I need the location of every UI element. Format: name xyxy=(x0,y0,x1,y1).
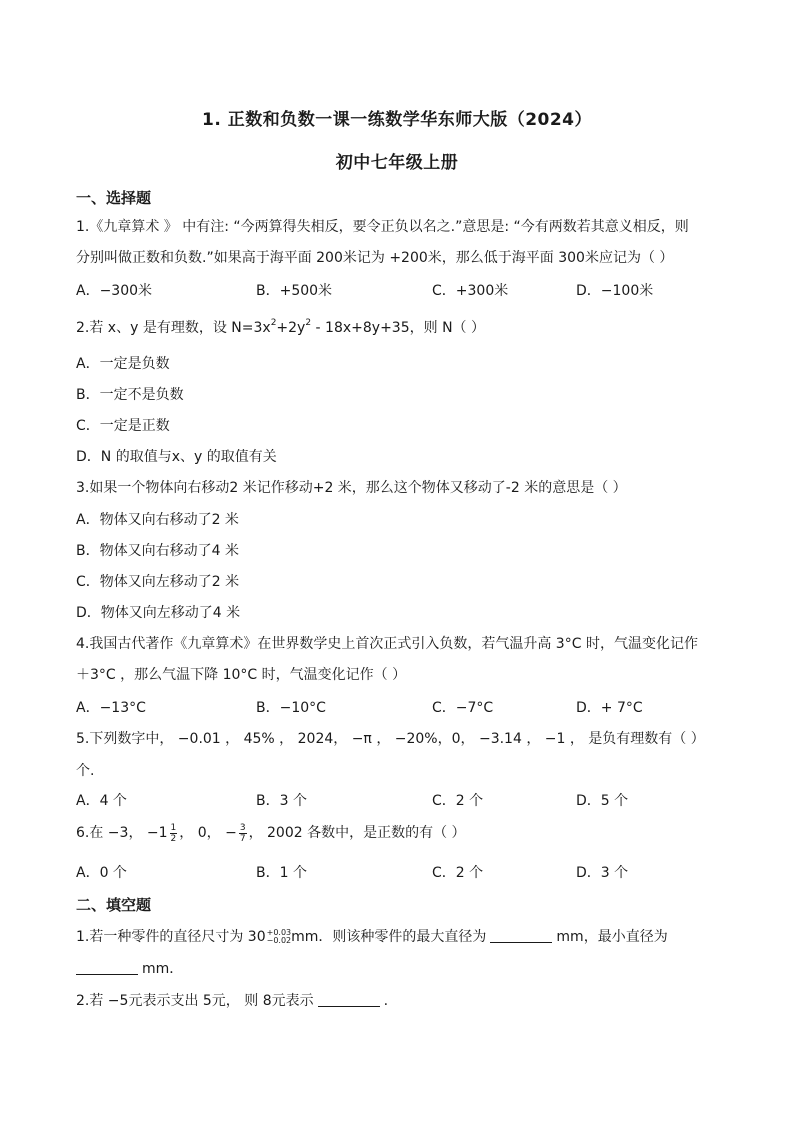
tolerance-lower: −0.02 xyxy=(266,936,292,945)
fraction-1-denominator: 2 xyxy=(170,833,177,844)
question-3-stem: 3.如果一个物体向右移动2 米记作移动+2 米，那么这个物体又移动了-2 米的意思是（ ） xyxy=(76,480,627,496)
question-3-option-b: B．物体又向右移动了4 米 xyxy=(76,543,239,559)
fraction-one-half xyxy=(170,823,178,844)
fill-question-1-part-b: mm．则该种零件的最大直径为 xyxy=(291,929,487,945)
fill-question-2-part-a: 2.若 −5元表示支出 5元， 则 8元表示 xyxy=(76,993,314,1009)
question-4-option-a: A．−13°C xyxy=(76,700,146,716)
fill-question-1-part-c: mm，最小直径为 xyxy=(556,929,668,945)
fill-question-1-part-a: 1.若一种零件的直径尺寸为 30 xyxy=(76,929,266,945)
question-5-option-c: C．2 个 xyxy=(432,793,484,809)
question-3-option-c: C．物体又向左移动了2 米 xyxy=(76,574,240,590)
question-2-stem-part-a: 2.若 x、y 是有理数，设 N=3x xyxy=(76,320,271,336)
section-heading-choice: 一、选择题 xyxy=(76,189,152,207)
question-5-option-d: D．5 个 xyxy=(576,793,629,809)
tolerance-notation xyxy=(267,929,292,945)
fraction-1-numerator: 1 xyxy=(170,822,177,833)
question-5-option-a: A．4 个 xyxy=(76,793,127,809)
question-6-stem-part-c: ， 2002 各数中，是正数的有（ ） xyxy=(248,825,466,841)
question-2-option-d: D．N 的取值与x、y 的取值有关 xyxy=(76,449,277,465)
question-4-option-b: B．−10°C xyxy=(256,700,326,716)
question-2-stem xyxy=(76,317,485,337)
question-1-option-b: B．+500米 xyxy=(256,283,333,299)
question-5-line-1: 5.下列数字中， −0.01 ， 45% ， 2024， −π ， −20%，0， −3.14 ， −1 ， 是负有理数有（ ） xyxy=(76,731,705,747)
fill-question-1-unit: mm． xyxy=(142,961,184,977)
question-6-option-d: D．3 个 xyxy=(576,865,629,881)
question-2-option-c: C．一定是正数 xyxy=(76,418,170,434)
fill-question-1-line-1 xyxy=(76,926,668,946)
question-1-line-1: 1.《九章算术 》 中有注: “今两算得失相反，要令正负以名之.”意思是: “今有两数若其意义相反，则 xyxy=(76,219,689,235)
fraction-2-numerator: 3 xyxy=(239,822,246,833)
question-3-option-a: A．物体又向右移动了2 米 xyxy=(76,512,239,528)
question-6-stem-part-a: 6.在 −3， −1 xyxy=(76,825,168,841)
question-1-option-a: A．−300米 xyxy=(76,283,153,299)
question-1-option-d: D．−100米 xyxy=(576,283,654,299)
question-2-option-b: B．一定不是负数 xyxy=(76,387,184,403)
question-4-line-1: 4.我国古代著作《九章算术》在世界数学史上首次正式引入负数，若气温升高 3°C 时，气温变化记作 xyxy=(76,636,698,652)
section-heading-fill: 二、填空题 xyxy=(76,896,152,914)
question-4-option-d: D．+ 7°C xyxy=(576,700,643,716)
question-2-exponent-2: 2 xyxy=(305,318,312,328)
fraction-three-sevenths xyxy=(239,823,247,844)
question-6-stem-part-b: ， 0， − xyxy=(179,825,237,841)
question-6-stem xyxy=(76,822,466,844)
fill-question-2-part-b: . xyxy=(383,993,389,1009)
tolerance-upper: +0.03 xyxy=(266,928,292,937)
document-title: 1. 正数和负数一课一练数学华东师大版（2024） xyxy=(201,110,593,130)
question-2-stem-part-b: +2y xyxy=(276,320,306,336)
question-3-option-d: D．物体又向左移动了4 米 xyxy=(76,605,241,621)
fill-question-2 xyxy=(76,990,388,1010)
question-4-option-c: C．−7°C xyxy=(432,700,494,716)
question-2-option-a: A．一定是负数 xyxy=(76,356,170,372)
question-6-option-b: B．1 个 xyxy=(256,865,307,881)
question-6-option-c: C．2 个 xyxy=(432,865,484,881)
fill-question-1-line-2 xyxy=(76,958,183,978)
answer-blank-max-diameter[interactable] xyxy=(490,928,552,943)
question-1-option-c: C．+300米 xyxy=(432,283,509,299)
question-4-line-2: ＋3°C ，那么气温下降 10°C 时，气温变化记作（ ） xyxy=(76,667,407,683)
question-5-option-b: B．3 个 xyxy=(256,793,307,809)
question-6-option-a: A．0 个 xyxy=(76,865,127,881)
question-5-line-2: 个. xyxy=(76,763,95,779)
question-1-line-2: 分别叫做正数和负数.”如果高于海平面 200米记为 +200米，那么低于海平面 300米应记为（ ） xyxy=(76,250,674,266)
fraction-2-denominator: 7 xyxy=(239,833,246,844)
question-2-stem-part-c: - 18x+8y+35，则 N（ ） xyxy=(311,320,485,336)
answer-blank-meaning[interactable] xyxy=(318,992,380,1007)
question-2-exponent-1: 2 xyxy=(270,318,277,328)
document-subtitle: 初中七年级上册 xyxy=(335,153,459,173)
answer-blank-min-diameter[interactable] xyxy=(76,960,138,975)
